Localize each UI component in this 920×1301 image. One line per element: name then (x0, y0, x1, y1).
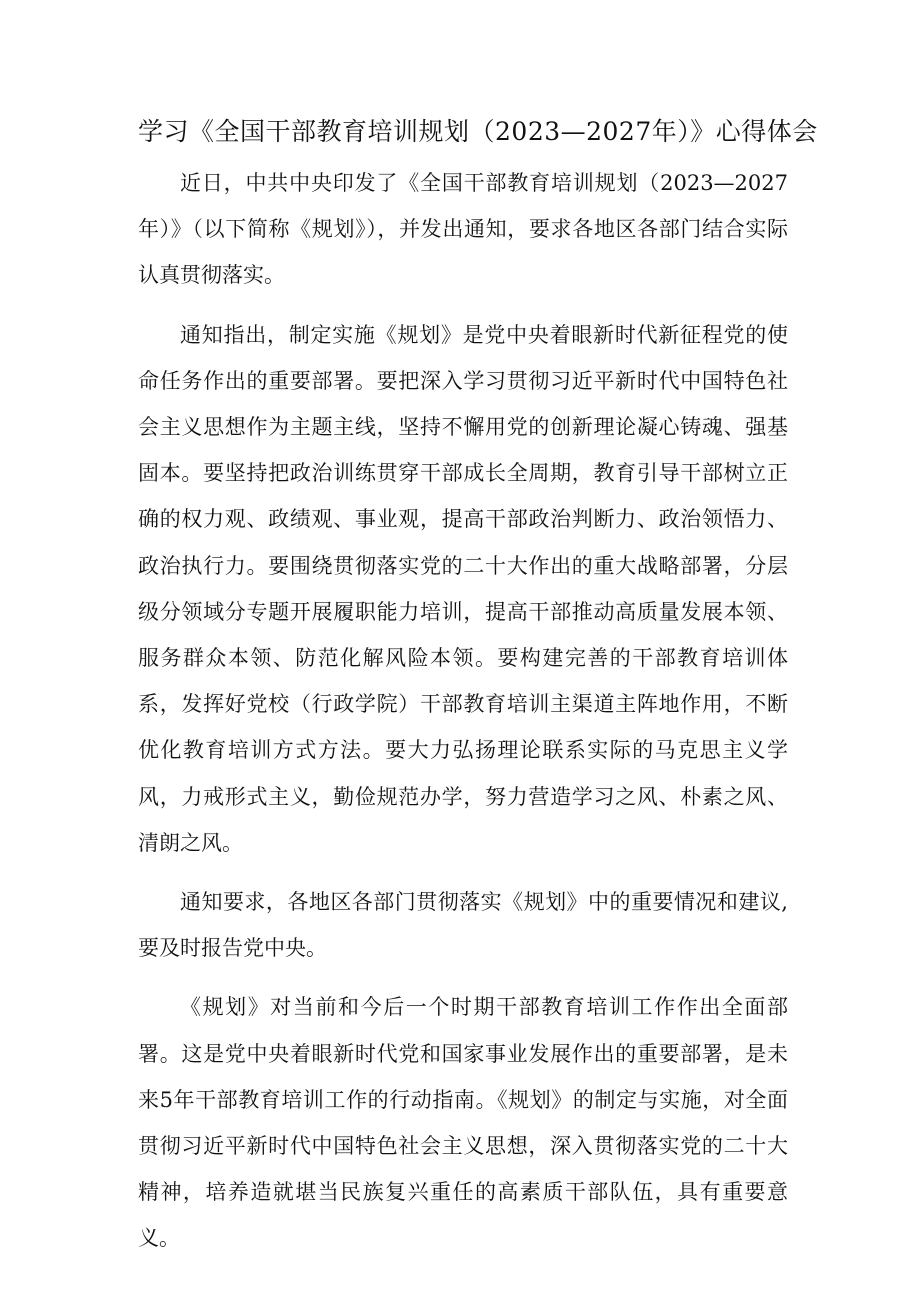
document-body (138, 160, 788, 1275)
paragraph-1: 近日，中共中央印发了《全国干部教育培训规划（2023—2027年）》（以下简称《规划》），并发出通知，要求各地区各部门结合实际认真贯彻落实。 (138, 171, 788, 288)
paragraph-4: 《规划》对当前和今后一个时期干部教育培训工作作出全面部署。这是党中央着眼新时代党和国家事业发展作出的重要部署，是未来5年干部教育培训工作的行动指南。《规划》的制定与实施，对全面贯彻习近平新时代中国特色社会主义思想，深入贯彻落实党的二十大精神，培养造就堪当民族复兴重任的高素质干部队伍，具有重要意义。 (138, 995, 788, 1251)
paragraph-3: 通知要求，各地区各部门贯彻落实《规划》中的重要情况和建议,要及时报告党中央。 (138, 890, 788, 961)
document-title: 学习《全国干部教育培训规划（2023—2027年）》心得体会 (138, 117, 818, 146)
paragraph-2: 通知指出，制定实施《规划》是党中央着眼新时代新征程党的使命任务作出的重要部署。要把深入学习贯彻习近平新时代中国特色社会主义思想作为主题主线，坚持不懈用党的创新理论凝心铸魂、强基固本。要坚持把政治训练贯穿干部成长全周期，教育引导干部树立正确的权力观、政绩观、事业观，提高干部政治判断力、政治领悟力、政治执行力。要围绕贯彻落实党的二十大作出的重大战略部署，分层级分领域分专题开展履职能力培训，提高干部推动高质量发展本领、服务群众本领、防范化解风险本领。要构建完善的干部教育培训体系，发挥好党校（行政学院）干部教育培训主渠道主阵地作用，不断优化教育培训方式方法。要大力弘扬理论联系实际的马克思主义学风，力戒形式主义，勤俭规范办学，努力营造学习之风、朴素之风、清朗之风。 (138, 322, 788, 855)
